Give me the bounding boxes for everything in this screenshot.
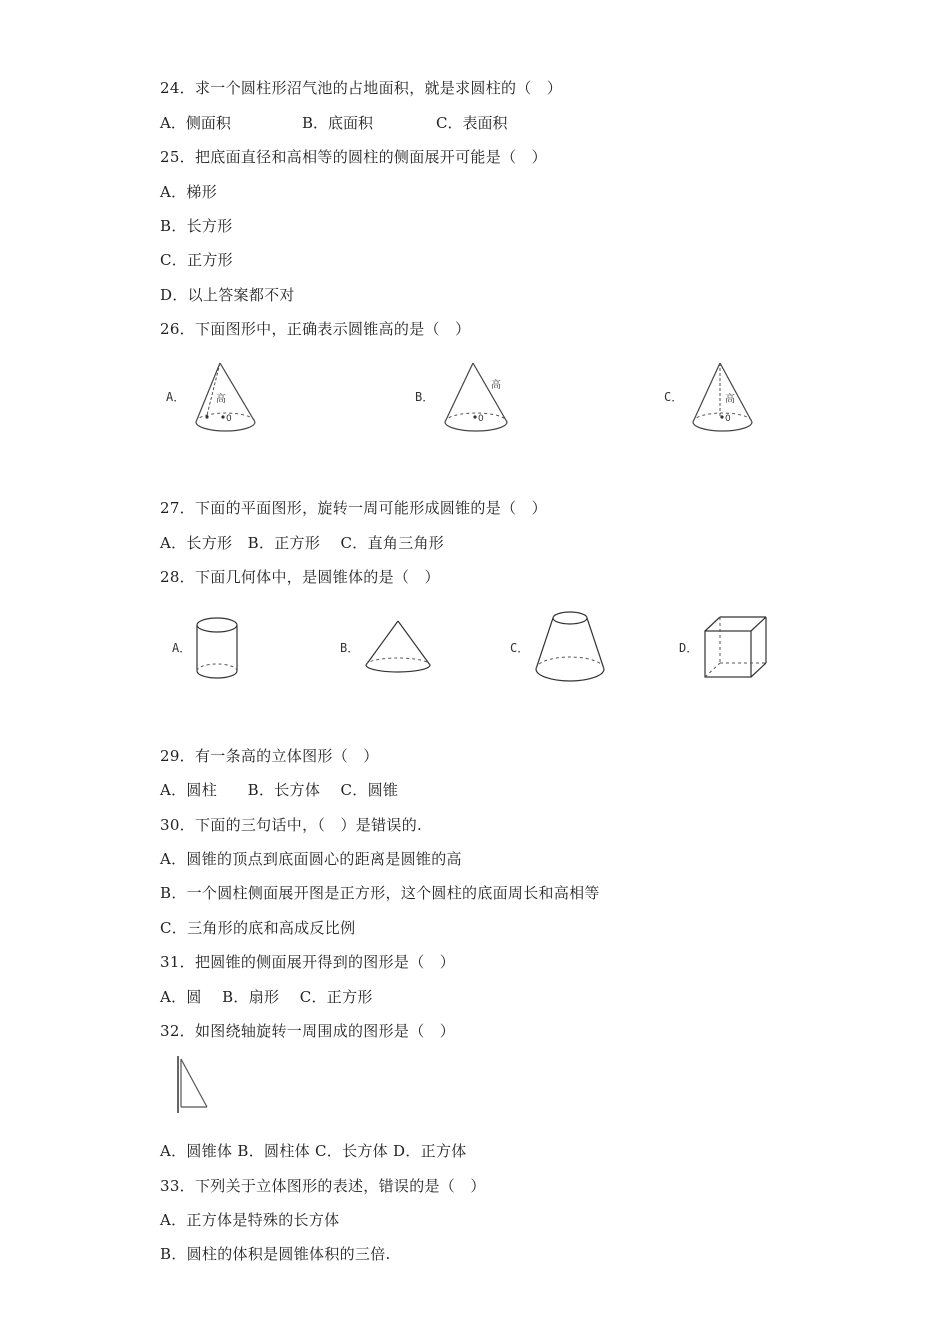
q28-cube-figure: [700, 614, 775, 684]
question-33-option-a: A．正方体是特殊的长方体: [160, 1211, 340, 1229]
question-30-option-c: C．三角形的底和高成反比例: [160, 919, 356, 937]
q28-figure-a-label: A．: [172, 641, 192, 655]
question-24-option-a: A．侧面积: [160, 114, 231, 132]
question-25-option-c: C．正方形: [160, 251, 233, 269]
question-31-options: A．圆 B．扇形 C．正方形: [160, 988, 373, 1006]
q26-c-height-label: 高: [725, 394, 735, 405]
question-25-option-b: B．长方形: [160, 217, 233, 235]
q26-b-height-label: 高: [491, 380, 501, 391]
question-27-stem: 27．下面的平面图形，旋转一周可能形成圆锥的是（ ）: [160, 499, 547, 517]
q26-figure-b-label: B．: [415, 390, 435, 404]
q28-frustum-figure: [532, 608, 612, 688]
q26-figure-c-label: C．: [664, 390, 684, 404]
question-30-option-b: B．一个圆柱侧面展开图是正方形，这个圆柱的底面周长和高相等: [160, 884, 600, 902]
question-29-options: A．圆柱 B．长方体 C．圆锥: [160, 781, 399, 799]
question-24-option-b: B．底面积: [302, 114, 374, 132]
question-25-option-d: D．以上答案都不对: [160, 286, 295, 304]
q26-a-height-label: 高: [216, 394, 226, 405]
q26-c-center-label: 0: [725, 414, 731, 424]
question-25-stem: 25．把底面直径和高相等的圆柱的侧面展开可能是（ ）: [160, 148, 547, 166]
question-31-stem: 31．把圆锥的侧面展开得到的图形是（ ）: [160, 953, 456, 971]
q26-a-center-label: 0: [226, 414, 232, 424]
question-29-stem: 29．有一条高的立体图形（ ）: [160, 747, 379, 765]
question-25-option-a: A．梯形: [160, 183, 218, 201]
q26-cone-c-figure: [688, 360, 763, 435]
question-30-stem: 30．下面的三句话中，（ ）是错误的.: [160, 816, 423, 834]
question-24-option-c: C．表面积: [436, 114, 508, 132]
q28-figure-b-label: B．: [340, 641, 360, 655]
question-33-stem: 33．下列关于立体图形的表述，错误的是（ ）: [160, 1177, 486, 1195]
q32-right-triangle-figure: [172, 1054, 217, 1116]
q26-cone-b-figure: [440, 360, 520, 435]
question-30-option-a: A．圆锥的顶点到底面圆心的距离是圆锥的高: [160, 850, 462, 868]
q26-cone-a-figure: [190, 360, 265, 435]
question-26-stem: 26．下面图形中，正确表示圆锥高的是（ ）: [160, 320, 471, 338]
q26-b-center-label: 0: [478, 414, 484, 424]
question-28-stem: 28．下面几何体中，是圆锥体的是（ ）: [160, 568, 440, 586]
q28-figure-c-label: C．: [510, 641, 530, 655]
q28-cone-figure: [362, 618, 437, 678]
question-33-option-b: B．圆柱的体积是圆锥体积的三倍.: [160, 1245, 391, 1263]
q26-figure-a-label: A．: [166, 390, 186, 404]
question-32-stem: 32．如图绕轴旋转一周围成的图形是（ ）: [160, 1022, 456, 1040]
question-24-stem: 24．求一个圆柱形沼气池的占地面积，就是求圆柱的（ ）: [160, 79, 563, 97]
question-32-options: A．圆锥体 B．圆柱体 C．长方体 D．正方体: [160, 1142, 467, 1160]
q28-cylinder-figure: [192, 615, 242, 685]
question-27-options: A．长方形 B．正方形 C．直角三角形: [160, 534, 445, 552]
q28-figure-d-label: D．: [679, 641, 699, 655]
